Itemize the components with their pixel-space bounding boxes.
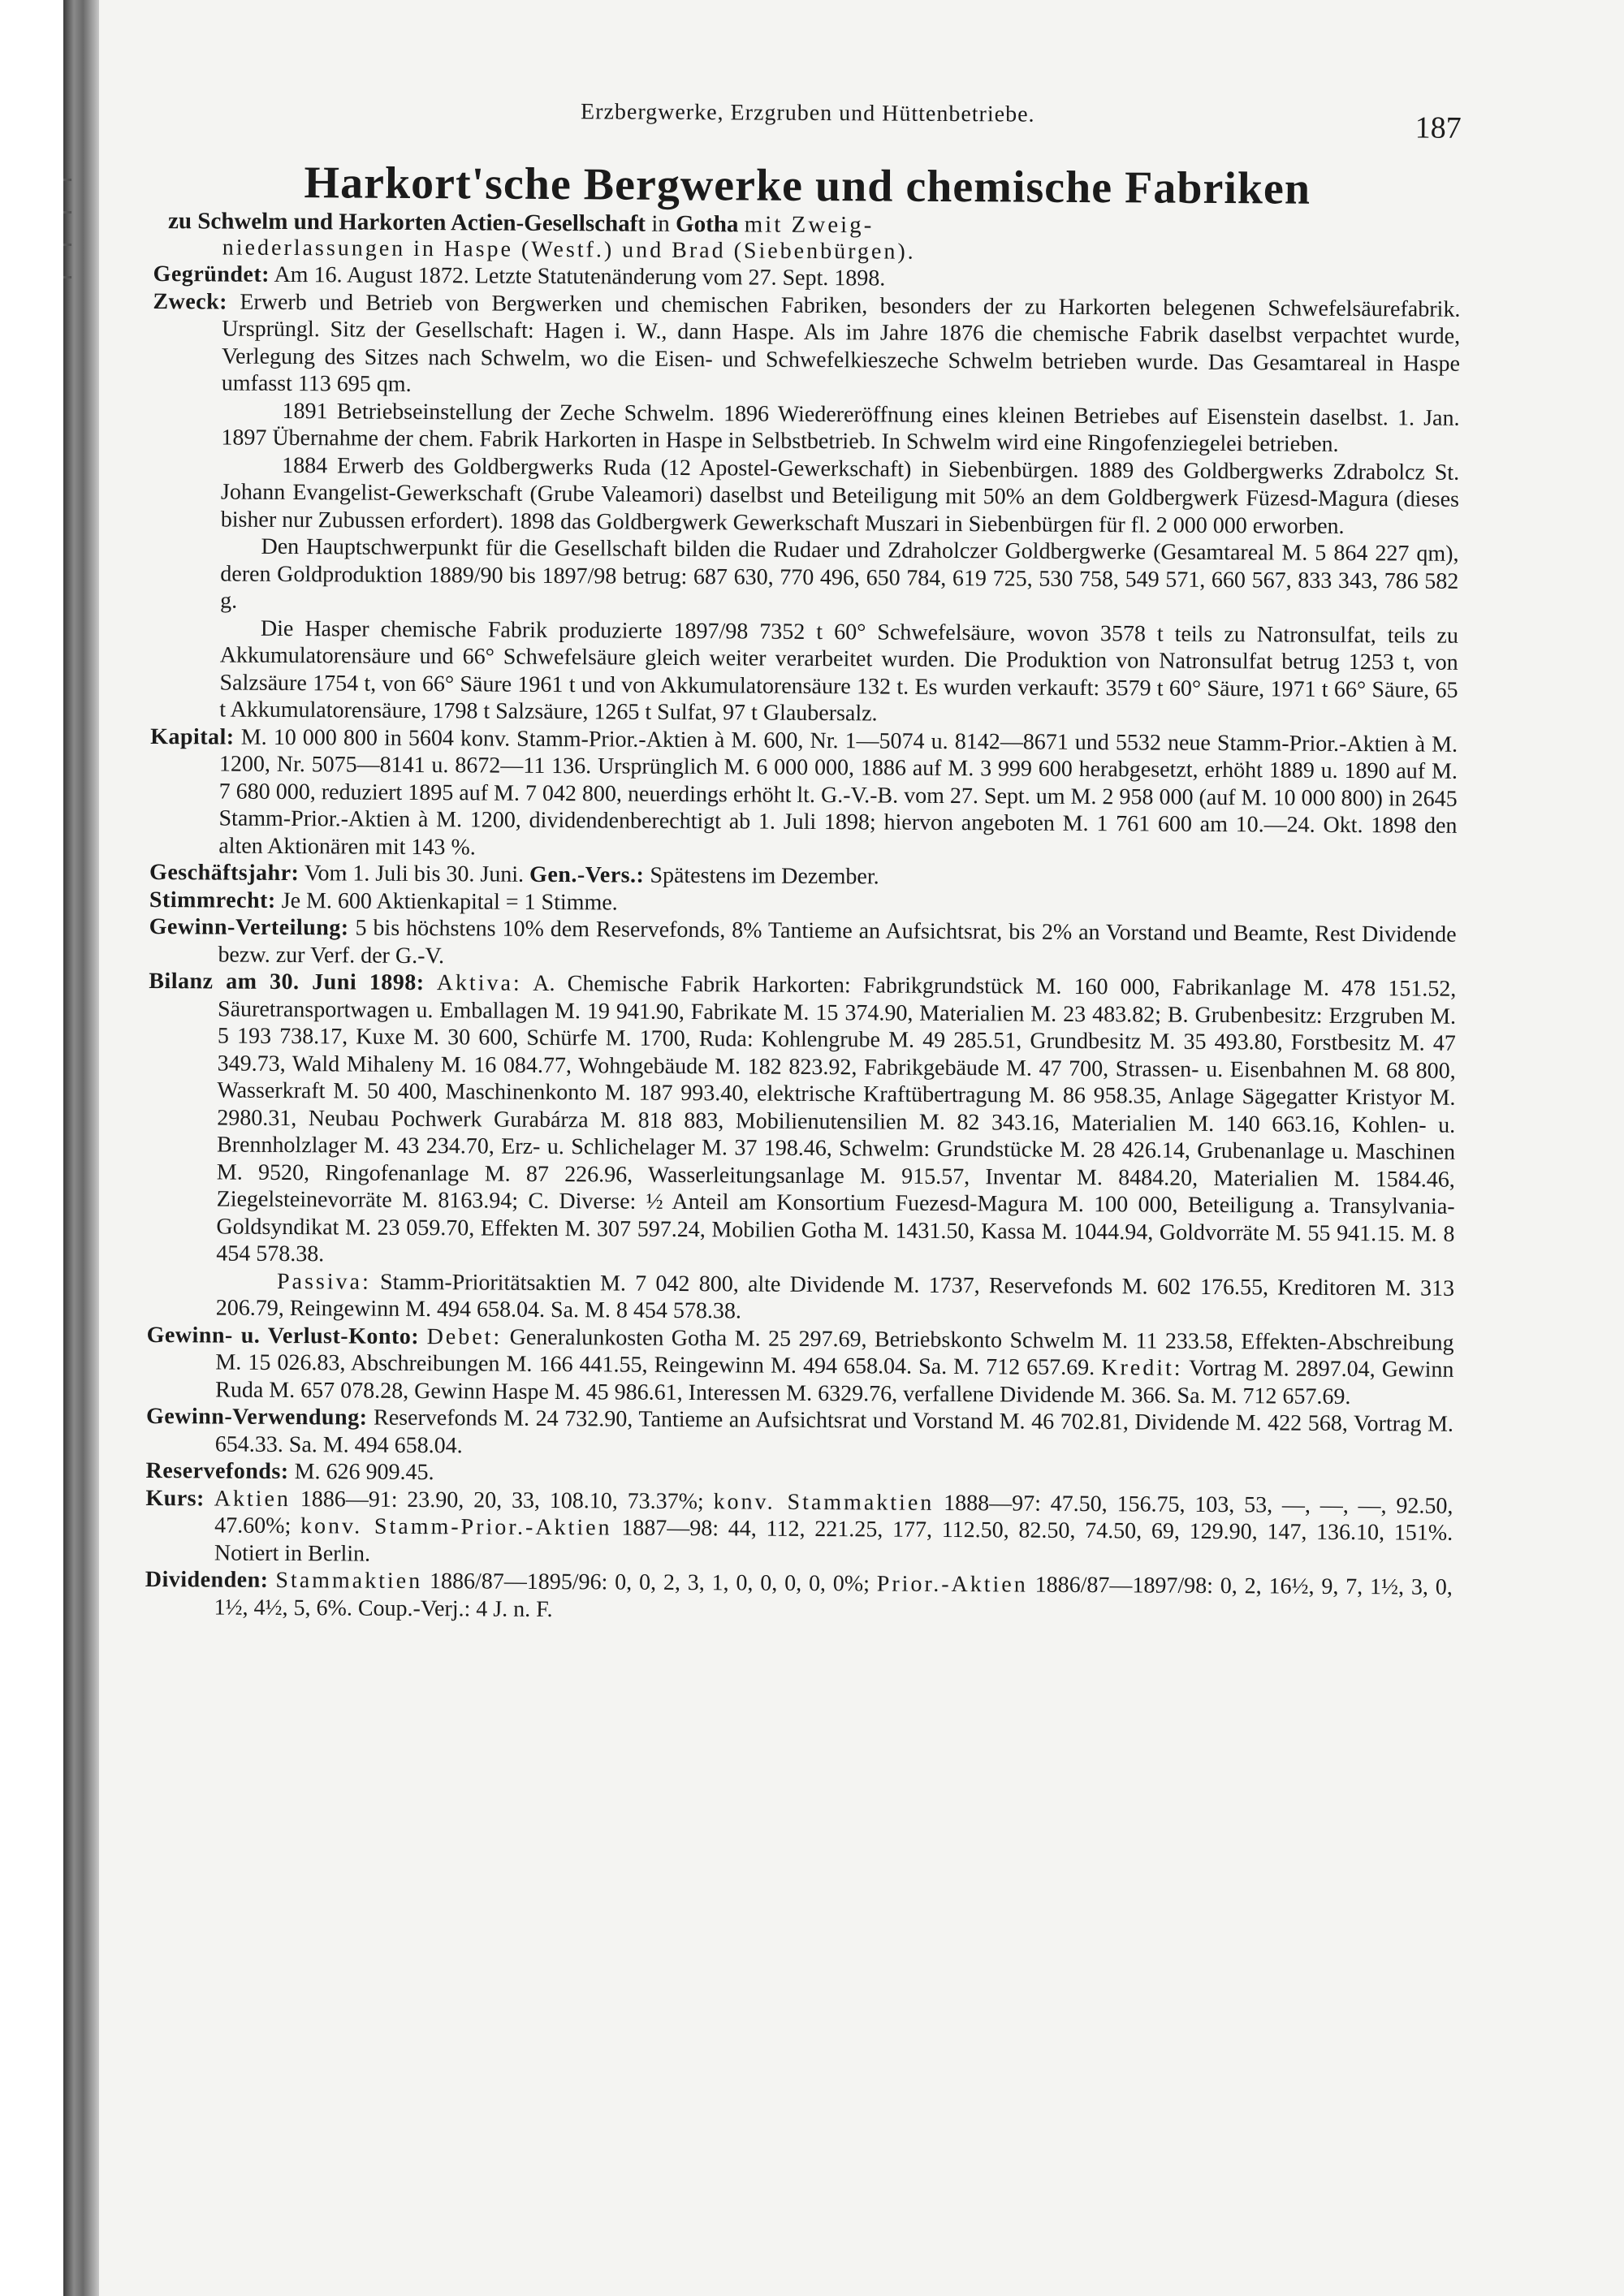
running-header bbox=[154, 89, 1462, 146]
text-gen-vers: Spätestens im Dezember. bbox=[650, 862, 879, 890]
paragraph-history-1891: 1891 Betriebseinstellung der Zeche Schwelm. 1896 Wiedereröffnung eines kleinen Betriebes auf Eisenstein daselbst. 1. Jan. 1897 Übernahme der chem. Fabrik Harkorten in Haspe in Selbstbetrieb. In Schwelm wird eine Ringofenziegelei betrieben. bbox=[221, 398, 1460, 457]
paragraph-history-1884: 1884 Erwerb des Goldbergwerks Ruda (12 Apostel-Gewerkschaft) in Siebenbürgen. 1889 des Goldbergwerks Zdrabolcz St. Johann Evangelist-Gewerkschaft (Grube Valeamori) daselbst und Beteiligung mit 50% an dem Goldbergwerk Füzesd-Magura (dieses bisher nur Zubussen erfordert). 1898 das Goldbergwerk Gewerkschaft Muszari in Siebenbürgen für fl. 2 000 000 erworben. bbox=[220, 452, 1460, 539]
label-geschaeftsjahr: Geschäftsjahr: bbox=[149, 859, 300, 887]
text-gegruendet: Am 16. August 1872. Letzte Statutenänderung vom 27. Sept. 1898. bbox=[274, 261, 886, 291]
label-div-prior: Prior.-Aktien bbox=[876, 1571, 1028, 1598]
entry-zweck bbox=[153, 287, 1461, 404]
entry-bilanz bbox=[147, 968, 1456, 1275]
paragraph-hasper-fabrik: Die Hasper chemische Fabrik produzierte 1897/98 7352 t 60° Schwefelsäure, wovon 3578 t teils zu Natronsulfat, teils zu Akkumulatorensäure und 66° Schwefelsäure gleich weiter verarbeitet wurden. Die Produktion von Natronsulfat betrug 1253 t, von Salzsäure 1754 t, von 66° Säure 1961 t und von Akkumulatorensäure 132 t. Es wurden verkauft: 3579 t 60° Säure, 1971 t 66° Säure, 65 t Akkumulatorensäure, 1798 t Salzsäure, 1265 t Sulfat, 97 t Glaubersalz. bbox=[219, 615, 1459, 727]
text-gewinn-verteilung: 5 bis höchstens 10% dem Reservefonds, 8% Tantieme an Aufsichtsrat, bis 2% an Vorstand und Beamte, Rest Dividende bezw. zur Verf. der G.-V. bbox=[218, 915, 1457, 969]
subtitle-in: in bbox=[651, 210, 670, 237]
label-kurs-prior: konv. Stamm-Prior.-Aktien bbox=[300, 1513, 612, 1541]
label-gegruendet: Gegründet: bbox=[153, 261, 270, 287]
label-gen-vers: Gen.-Vers.: bbox=[529, 861, 645, 888]
scan-margin bbox=[0, 0, 63, 2296]
label-kapital: Kapital: bbox=[150, 723, 235, 750]
text-div-stammaktien: 1886/87—1895/96: 0, 0, 2, 3, 1, 0, 0, 0, 0, 0%; bbox=[429, 1569, 870, 1597]
text-geschaeftsjahr: Vom 1. Juli bis 30. Juni. bbox=[304, 861, 525, 887]
label-kurs-stammaktien: konv. Stammaktien bbox=[713, 1488, 935, 1516]
label-div-stammaktien: Stammaktien bbox=[275, 1567, 423, 1595]
paragraph-hauptschwerpunkt: Den Hauptschwerpunkt für die Gesellschaft bilden die Rudaer und Zdraholczer Goldbergwerke (Gesamtareal M. 5 864 227 qm), deren Goldproduktion 1889/90 bis 1897/98 betrug: 687 630, 770 496, 650 784, 619 725, 530 758, 549 571, 660 567, 833 343, 786 582 g. bbox=[220, 533, 1459, 614]
text-aktiva: A. Chemische Fabrik Harkorten: Fabrikgrundstück M. 160 000, Fabrikanlage M. 478 151.52, Säuretransportwagen u. Emballagen M. 19 941.90, Fabrikate M. 15 374.90, Materialien M. 23 483.82; B. Grubenbesitz: Erzgruben M. 5 193 738.17, Kuxe M. 30 600, Schürfe M. 1700, Ruda: Kohlengrube M. 49 285.51, Grundbesitz M. 35 493.80, Forstbesitz M. 47 349.73, Wald Mihaleny M. 16 084.77, Wohngebäude M. 182 823.92, Fabrikgebäude M. 47 700, Strassen- u. Eisenbahnen M. 68 800, Wasserkraft M. 50 400, Maschinenkonto M. 187 993.40, elektrische Kraftübertragung M. 86 958.35, Anlage Sägegatter Kristyor M. 2980.31, Neubau Pochwerk Gurabárza M. 818 883, Mobilienutensilien M. 82 343.16, Materialien M. 140 663.16, Kohlen- u. Brennholzlager M. 43 234.70, Erz- u. Schlichelager M. 37 198.46, Schwelm: Grundstücke M. 28 426.14, Grubenanlage u. Maschinen M. 9520, Ringofenanlage M. 87 226.96, Wasserleitungsanlage M. 915.57, Inventar M. 8484.20, Materialien M. 1584.46, Ziegelsteinevorräte M. 8163.94; C. Diverse: ½ Anteil am Konsortium Fuezesd-Magura M. 100 000, Beteiligung a. Transylvania-Goldsyndikat M. 23 059.70, Effekten M. 307 597.24, Mobilien Gotha M. 1431.50, Kassa M. 1044.94, Goldvorräte M. 55 941.15. M. 8 454 578.38. bbox=[216, 970, 1457, 1267]
text-debet: Generalunkosten Gotha M. 25 297.69, Betriebskonto Schwelm M. 11 233.58, Effekten-Abschreibung M. 15 026.83, Abschreibungen M. 166 441.55, Reingewinn M. 494 658.04. Sa. M. 712 657.69. bbox=[215, 1324, 1454, 1381]
label-dividenden: Dividenden: bbox=[145, 1566, 269, 1593]
text-stimmrecht: Je M. 600 Aktienkapital = 1 Stimme. bbox=[281, 887, 618, 916]
entry-gewinn-verteilung bbox=[149, 913, 1456, 976]
page-number: 187 bbox=[1415, 110, 1462, 145]
label-aktiva: Aktiva: bbox=[436, 970, 522, 996]
label-passiva: Passiva: bbox=[276, 1268, 371, 1295]
entry-gewinn-verlust bbox=[146, 1321, 1454, 1410]
label-gewinn-verwendung: Gewinn-Verwendung: bbox=[145, 1403, 368, 1431]
entry-kurs bbox=[145, 1484, 1453, 1573]
label-bilanz: Bilanz am 30. Juni 1898: bbox=[149, 968, 425, 996]
label-kurs: Kurs: bbox=[145, 1485, 205, 1511]
label-kredit: Kredit: bbox=[1101, 1355, 1183, 1381]
label-reservefonds: Reservefonds: bbox=[145, 1457, 289, 1485]
label-gewinn-verteilung: Gewinn-Verteilung: bbox=[149, 913, 349, 941]
subtitle-rest: mit Zweig- bbox=[744, 211, 875, 239]
book-binding-edge bbox=[63, 0, 99, 2296]
text-reservefonds: M. 626 909.45. bbox=[294, 1459, 434, 1486]
label-kurs-aktien: Aktien bbox=[214, 1485, 292, 1512]
subtitle-city: Gotha bbox=[675, 210, 739, 238]
company-title: Harkort'sche Bergwerke und chemische Fabriken bbox=[304, 158, 1311, 214]
text-kurs-stammaktien: 1888—97: 47.50, 156.75, 103, 53, —, —, —, 92.50, 47.60%; bbox=[214, 1490, 1453, 1539]
label-zweck: Zweck: bbox=[153, 288, 228, 315]
text-kurs-aktien: 1886—91: 23.90, 20, 33, 108.10, 73.37%; bbox=[300, 1486, 704, 1514]
paragraph-passiva bbox=[147, 1267, 1454, 1329]
entry-dividenden bbox=[145, 1566, 1452, 1629]
text-div-prior: 1886/87—1897/98: 0, 2, 16½, 9, 7, 1½, 3, 0, 1½, 4½, 5, 6%. Coup.-Verj.: 4 J. n. F. bbox=[214, 1572, 1453, 1622]
document-page bbox=[145, 89, 1461, 1629]
subtitle-line2: niederlassungen in Haspe (Westf.) und Brad (Siebenbürgen). bbox=[222, 235, 916, 265]
text-kredit: Vortrag M. 2897.04, Gewinn Ruda M. 657 078.28, Gewinn Haspe M. 45 986.61, Interessen M. 6329.76, verfallene Dividende M. 366. Sa. M. 712 657.69. bbox=[215, 1355, 1454, 1409]
text-zweck: Erwerb und Betrieb von Bergwerken und chemischen Fabriken, besonders der zu Harkorten belegenen Schwefelsäurefabrik. Ursprüngl. Sitz der Gesellschaft: Hagen i. W., dann Haspe. Als im Jahre 1876 die chemische Fabrik daselbst verpachtet wurde, Verlegung des Sitzes nach Schwelm, wo die Eisen- und Schwefelkieszeche Schwelm betrieben wurde. Das Gesamtareal in Haspe umfasst 113 695 qm. bbox=[221, 289, 1461, 397]
text-passiva: Stamm-Prioritätsaktien M. 7 042 800, alte Dividende M. 1737, Reservefonds M. 602 176.55, Kreditoren M. 313 206.79, Reingewinn M. 494 658.04. Sa. M. 8 454 578.38. bbox=[215, 1269, 1455, 1324]
text-kapital: M. 10 000 800 in 5604 konv. Stamm-Prior.-Aktien à M. 600, Nr. 1—5074 u. 8142—8671 und 5532 neue Stamm-Prior.-Aktien à M. 1200, Nr. 5075—8141 u. 8672—11 136. Ursprünglich M. 6 000 000, 1886 auf M. 3 999 600 herabgesetzt, erhöht 1889 u. 1890 auf M. 7 680 000, reduziert 1895 auf M. 7 042 800, neuerdings erhöht lt. G.-V.-B. vom 27. Sept. um M. 2 958 000 (auf M. 10 000 800) in 2645 Stamm-Prior.-Aktien à M. 1200, dividendenberechtigt ab 1. Juli 1898; hiervon angeboten M. 1 761 600 am 10.—24. Okt. 1898 den alten Aktionären mit 143 %. bbox=[218, 724, 1458, 860]
subtitle-bold: zu Schwelm und Harkorten Actien-Gesellschaft bbox=[167, 208, 646, 237]
text-gewinn-verwendung: Reservefonds M. 24 732.90, Tantieme an Aufsichtsrat und Vorstand M. 46 702.81, Dividende M. 422 568, Vortrag M. 654.33. Sa. M. 494 658.04. bbox=[214, 1405, 1454, 1458]
text-kurs-prior: 1887—98: 44, 112, 221.25, 177, 112.50, 82.50, 74.50, 69, 129.90, 147, 136.10, 151%. Notiert in Berlin. bbox=[214, 1515, 1453, 1567]
entry-gewinn-verwendung bbox=[146, 1403, 1453, 1465]
entry-kapital bbox=[149, 723, 1458, 866]
label-debet: Debet: bbox=[426, 1323, 503, 1350]
running-title: Erzbergwerke, Erzgruben und Hüttenbetriebe. bbox=[580, 99, 1035, 127]
label-gewinn-verlust: Gewinn- u. Verlust-Konto: bbox=[146, 1322, 420, 1349]
label-stimmrecht: Stimmrecht: bbox=[149, 887, 276, 913]
